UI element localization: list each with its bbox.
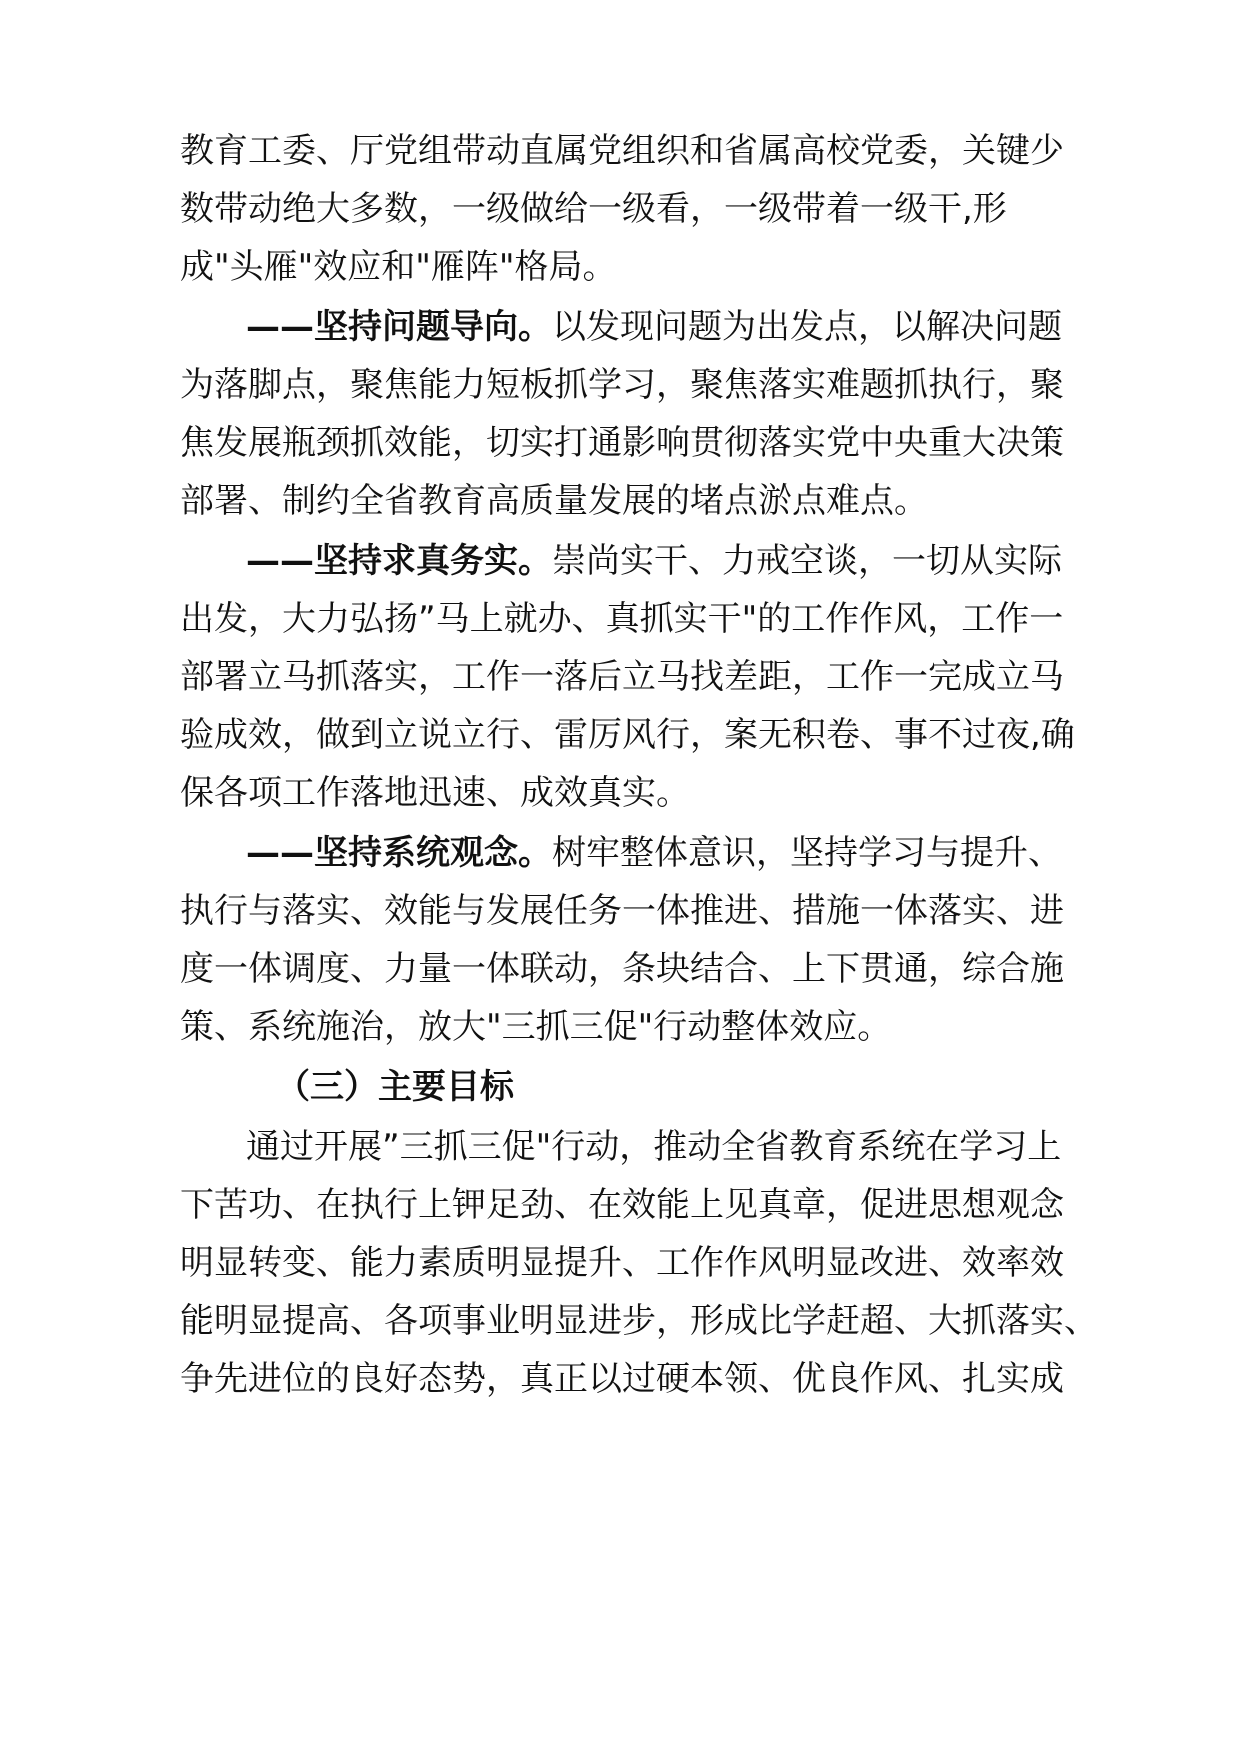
para-system-line-4: 策、系统施治，放大"三抓三促"行动整体效应。 [180,1007,892,1047]
para-goal-line-4: 能明显提高、各项事业明显进步，形成比学赶超、大抓落实、 [180,1301,1098,1341]
para-practical-line-3: 部署立马抓落实，工作一落后立马找差距，工作一完成立马 [180,657,1064,697]
para-problem-heading: ——坚持问题导向。 [246,307,552,347]
para-problem-line-2: 为落脚点，聚焦能力短板抓学习，聚焦落实难题抓执行，聚 [180,365,1064,405]
para-goal-line-5: 争先进位的良好态势，真正以过硬本领、优良作风、扎实成 [180,1359,1064,1399]
intro-line-2: 数带动绝大多数，一级做给一级看，一级带着一级干,形 [180,189,1007,229]
para-system-first-line [246,832,1062,874]
para-practical-heading: ——坚持求真务实。 [246,541,552,581]
intro-line-1: 教育工委、厅党组带动直属党组织和省属高校党委，关键少 [180,131,1064,171]
para-goal-line-1: 通过开展”三抓三促"行动，推动全省教育系统在学习上 [246,1127,1062,1167]
intro-line-3: 成"头雁"效应和"雁阵"格局。 [180,247,617,287]
para-system-line-2: 执行与落实、效能与发展任务一体推进、措施一体落实、进 [180,891,1064,931]
para-goal-line-3: 明显转变、能力素质明显提升、工作作风明显改进、效率效 [180,1243,1064,1283]
para-problem-first-line [246,306,1062,348]
para-goal-line-2: 下苦功、在执行上钾足劲、在效能上见真章，促进思想观念 [180,1185,1064,1225]
section-heading: （三）主要目标 [276,1067,514,1107]
para-system-line-3: 度一体调度、力量一体联动，条块结合、上下贯通，综合施 [180,949,1064,989]
para-practical-line-2: 出发，大力弘扬”马上就办、真抓实干"的工作作风，工作一 [180,599,1064,639]
para-practical-first-line [246,540,1062,582]
para-practical-first-text: 崇尚实干、力戒空谈，一切从实际 [552,541,1062,581]
para-system-heading: ——坚持系统观念。 [246,833,552,873]
para-practical-line-5: 保各项工作落地迅速、成效真实。 [180,773,690,813]
para-system-first-text: 树牢整体意识，坚持学习与提升、 [552,833,1062,873]
para-practical-line-4: 验成效，做到立说立行、雷厉风行，案无积卷、事不过夜,确 [180,715,1075,755]
para-problem-line-4: 部署、制约全省教育高质量发展的堵点淤点难点。 [180,481,928,521]
para-problem-line-3: 焦发展瓶颈抓效能，切实打通影响贯彻落实党中央重大决策 [180,423,1064,463]
para-problem-first-text: 以发现问题为出发点，以解决问题 [552,307,1062,347]
